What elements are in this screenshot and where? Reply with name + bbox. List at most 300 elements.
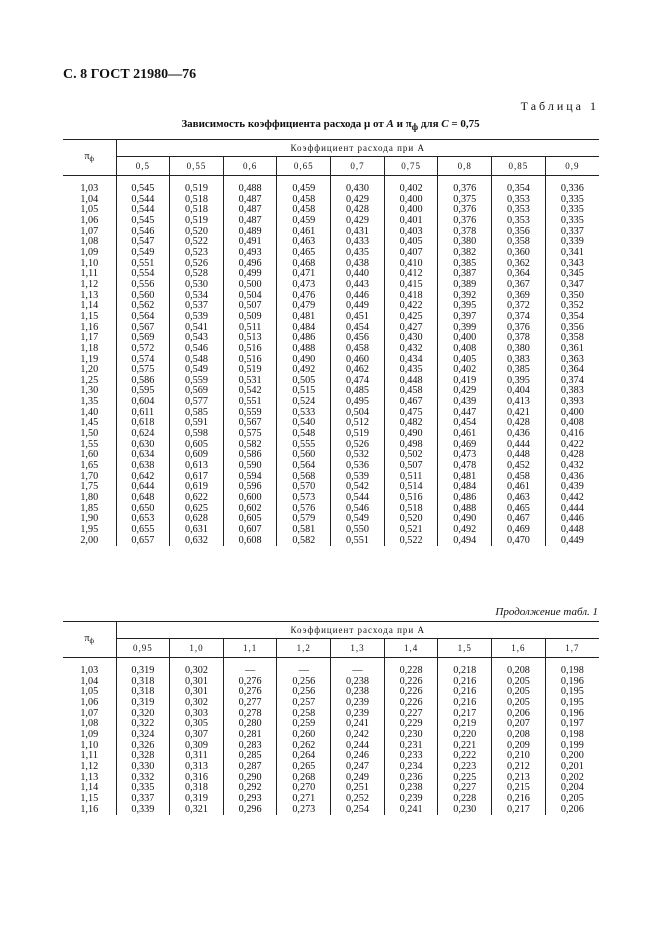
row-label: 1,85 xyxy=(63,504,116,515)
table-cell: 0,262 xyxy=(277,741,331,752)
table-cell: 0,569 xyxy=(170,386,224,397)
table-row xyxy=(63,762,599,773)
row-label: 1,09 xyxy=(63,248,116,259)
table-cell: 0,484 xyxy=(438,482,492,493)
table-cell: 0,473 xyxy=(438,450,492,461)
table-cell: 0,358 xyxy=(560,332,584,344)
table-cell: 0,546 xyxy=(331,504,385,515)
table-cell: 0,302 xyxy=(170,666,224,677)
table-cell: 0,519 xyxy=(170,184,224,195)
table-row xyxy=(63,536,599,547)
table-cell: 0,579 xyxy=(277,514,331,525)
row-label: 1,04 xyxy=(63,195,116,206)
table-cell: 0,241 xyxy=(331,719,385,730)
table-cell: 0,335 xyxy=(560,193,584,205)
table-cell: 0,332 xyxy=(116,773,170,784)
table-cell: 0,474 xyxy=(331,376,385,387)
table-cell: 0,516 xyxy=(384,493,438,504)
row-label: 1,50 xyxy=(63,429,116,440)
table-cell: 0,504 xyxy=(331,408,385,419)
table-cell: 0,585 xyxy=(170,408,224,419)
column-header: 0,65 xyxy=(277,157,331,176)
table-cell: 0,201 xyxy=(560,760,584,772)
table-cell: 0,459 xyxy=(277,184,331,195)
table-cell: 0,486 xyxy=(277,333,331,344)
table-cell: 0,258 xyxy=(277,709,331,720)
table-cell: 0,487 xyxy=(223,205,277,216)
table-cell: 0,199 xyxy=(560,739,584,751)
table-cell: 0,462 xyxy=(331,365,385,376)
table-row xyxy=(63,248,599,259)
table-cell: 0,361 xyxy=(560,342,584,354)
table-cell: 0,516 xyxy=(223,355,277,366)
table-cell: 0,378 xyxy=(492,333,546,344)
table-cell: 0,405 xyxy=(384,237,438,248)
table-cell: 0,354 xyxy=(560,310,584,322)
row-label: 1,16 xyxy=(63,805,116,816)
table-cell: 0,604 xyxy=(116,397,170,408)
table-cell: 0,532 xyxy=(331,450,385,461)
table-cell: 0,586 xyxy=(116,376,170,387)
table-cell: 0,226 xyxy=(384,677,438,688)
table-cell: 0,448 xyxy=(492,450,546,461)
table-cell: 0,487 xyxy=(223,195,277,206)
table-cell: 0,429 xyxy=(438,386,492,397)
table-cell: 0,319 xyxy=(116,666,170,677)
table-cell: 0,428 xyxy=(492,418,546,429)
row-label: 1,12 xyxy=(63,762,116,773)
table-cell: 0,421 xyxy=(492,408,546,419)
table-cell: 0,537 xyxy=(170,301,224,312)
table-cell: 0,276 xyxy=(223,677,277,688)
table-cell: 0,541 xyxy=(170,323,224,334)
table-cell: — xyxy=(223,666,277,677)
table-cell: 0,433 xyxy=(331,237,385,248)
table-cell: 0,375 xyxy=(438,195,492,206)
table-cell: 0,239 xyxy=(331,709,385,720)
table-cell: 0,467 xyxy=(384,397,438,408)
table-cell: 0,575 xyxy=(116,365,170,376)
table-cell: 0,429 xyxy=(331,216,385,227)
table-cell: 0,475 xyxy=(384,408,438,419)
table-cell: 0,567 xyxy=(223,418,277,429)
table-cell: 0,202 xyxy=(560,771,584,783)
table-cell: 0,364 xyxy=(560,364,584,376)
table-cell: 0,495 xyxy=(331,397,385,408)
table-cell: 0,549 xyxy=(116,248,170,259)
table-cell: 0,438 xyxy=(331,259,385,270)
table-cell: 0,246 xyxy=(331,751,385,762)
table-cell: 0,446 xyxy=(331,291,385,302)
table-cell: 0,546 xyxy=(170,344,224,355)
table-cell: 0,586 xyxy=(223,450,277,461)
group-header: Коэффициент расхода при А xyxy=(116,140,599,157)
table-cell: 0,443 xyxy=(331,280,385,291)
table-cell: 0,281 xyxy=(223,730,277,741)
row-label: 1,95 xyxy=(63,525,116,536)
table-cell: 0,435 xyxy=(384,365,438,376)
column-header: 0,5 xyxy=(116,157,170,176)
table-title xyxy=(0,118,661,132)
group-header-row xyxy=(63,140,599,157)
table-cell: 0,605 xyxy=(170,440,224,451)
table-cell: 0,447 xyxy=(438,408,492,419)
table-cell: 0,268 xyxy=(277,773,331,784)
row-label: 1,14 xyxy=(63,783,116,794)
table-cell: 0,440 xyxy=(331,269,385,280)
table-cell: 0,408 xyxy=(560,417,584,429)
table-cell: 0,380 xyxy=(438,237,492,248)
table-cell: 0,430 xyxy=(331,184,385,195)
row-label: 1,10 xyxy=(63,259,116,270)
table-cell: 0,496 xyxy=(223,259,277,270)
table-cell: 0,343 xyxy=(560,257,584,269)
table-cell: 0,574 xyxy=(116,355,170,366)
table-cell: 0,634 xyxy=(116,450,170,461)
row-label: 1,07 xyxy=(63,227,116,238)
table-cell: 0,573 xyxy=(277,493,331,504)
table-cell: 0,567 xyxy=(116,323,170,334)
row-label: 1,08 xyxy=(63,237,116,248)
table-cell: 0,456 xyxy=(331,333,385,344)
table-cell: 0,328 xyxy=(116,751,170,762)
table-cell: 0,395 xyxy=(492,376,546,387)
row-label: 1,30 xyxy=(63,386,116,397)
table-cell: 0,605 xyxy=(223,514,277,525)
table-cell: 0,518 xyxy=(170,205,224,216)
column-header: 1,6 xyxy=(492,639,546,658)
table-cell: 0,569 xyxy=(116,333,170,344)
table-cell: 0,318 xyxy=(116,677,170,688)
table-cell: 0,230 xyxy=(384,730,438,741)
table-cell: 0,196 xyxy=(560,707,584,719)
table-cell: 0,602 xyxy=(223,504,277,515)
table-cell: 0,217 xyxy=(438,709,492,720)
table-cell: 0,600 xyxy=(223,493,277,504)
table-cell: 0,369 xyxy=(492,291,546,302)
table-cell: 0,198 xyxy=(560,665,584,676)
title-var-c: C xyxy=(441,118,449,130)
row-label: 1,65 xyxy=(63,461,116,472)
table-cell: 0,407 xyxy=(384,248,438,259)
table-cell: 0,492 xyxy=(438,525,492,536)
table-cell: 0,500 xyxy=(223,280,277,291)
table-cell: 0,452 xyxy=(492,461,546,472)
table-cell: 0,448 xyxy=(560,524,584,535)
table-cell: 0,476 xyxy=(277,291,331,302)
table-cell: 0,337 xyxy=(560,225,584,237)
row-label: 1,18 xyxy=(63,344,116,355)
table-cell: 0,513 xyxy=(223,333,277,344)
row-label: 1,06 xyxy=(63,698,116,709)
row-label: 1,03 xyxy=(63,666,116,677)
table-cell: 0,347 xyxy=(560,278,584,290)
table-cell: 0,432 xyxy=(560,460,584,472)
table-cell: 0,548 xyxy=(277,429,331,440)
table-cell: 0,492 xyxy=(277,365,331,376)
table-cell: 0,350 xyxy=(560,289,584,301)
column-header: 1,4 xyxy=(384,639,438,658)
table-cell: 0,595 xyxy=(116,386,170,397)
table-cell: 0,461 xyxy=(438,429,492,440)
table-cell: 0,481 xyxy=(277,312,331,323)
table-cell: 0,461 xyxy=(277,227,331,238)
table-cell: 0,521 xyxy=(384,525,438,536)
table-cell: 0,215 xyxy=(492,783,546,794)
row-label: 1,13 xyxy=(63,773,116,784)
table-cell: 0,545 xyxy=(116,184,170,195)
table-row xyxy=(63,794,599,805)
table-cell: 0,205 xyxy=(492,677,546,688)
table-cell: 0,469 xyxy=(438,440,492,451)
table-cell: 0,393 xyxy=(560,396,584,408)
table-cell: 0,608 xyxy=(223,536,277,547)
table-cell: 0,479 xyxy=(277,301,331,312)
row-label: 1,45 xyxy=(63,418,116,429)
table-cell: 0,205 xyxy=(560,792,584,804)
table-cell: 0,607 xyxy=(223,525,277,536)
table-cell: 0,313 xyxy=(170,762,224,773)
table-cell: 0,392 xyxy=(438,291,492,302)
column-header-row xyxy=(63,639,599,658)
table-cell: 0,242 xyxy=(331,730,385,741)
table-cell: 0,416 xyxy=(560,428,584,440)
column-header: 1,5 xyxy=(438,639,492,658)
table-cell: 0,484 xyxy=(277,323,331,334)
table-cell: 0,408 xyxy=(438,344,492,355)
column-header: 0,9 xyxy=(545,157,599,176)
table-cell: 0,307 xyxy=(170,730,224,741)
row-header-symbol: π xyxy=(84,150,90,162)
table-cell: 0,549 xyxy=(331,514,385,525)
table-cell: 0,364 xyxy=(492,269,546,280)
title-prefix: Зависимость коэффициента расхода μ от xyxy=(181,118,387,130)
title-mid: и π xyxy=(393,118,412,130)
table-cell: 0,230 xyxy=(438,805,492,816)
table-cell: 0,524 xyxy=(277,397,331,408)
table-cell: 0,520 xyxy=(384,514,438,525)
table-cell: 0,380 xyxy=(492,344,546,355)
table-cell: 0,212 xyxy=(492,762,546,773)
table-cell: 0,376 xyxy=(438,184,492,195)
table-cell: 0,499 xyxy=(223,269,277,280)
table-cell: 0,518 xyxy=(384,504,438,515)
table-cell: 0,372 xyxy=(492,301,546,312)
row-label: 1,12 xyxy=(63,280,116,291)
column-header: 0,7 xyxy=(331,157,385,176)
row-label: 1,11 xyxy=(63,269,116,280)
table-cell: 0,376 xyxy=(492,323,546,334)
table-cell: 0,335 xyxy=(560,214,584,226)
table-cell: 0,419 xyxy=(438,376,492,387)
table-cell: 0,259 xyxy=(277,719,331,730)
table-cell: 0,642 xyxy=(116,472,170,483)
table-cell: 0,382 xyxy=(438,248,492,259)
row-label: 1,70 xyxy=(63,472,116,483)
table-cell: 0,518 xyxy=(170,195,224,206)
table-cell: 0,519 xyxy=(170,216,224,227)
table-cell: 0,387 xyxy=(438,269,492,280)
table-cell: 0,463 xyxy=(277,237,331,248)
table-cell: 0,458 xyxy=(277,205,331,216)
table-cell: 0,546 xyxy=(116,227,170,238)
table-cell: 0,318 xyxy=(116,687,170,698)
table-cell: 0,383 xyxy=(492,355,546,366)
table-cell: 0,277 xyxy=(223,698,277,709)
table-cell: 0,562 xyxy=(116,301,170,312)
table-cell: 0,256 xyxy=(277,677,331,688)
table-cell: 0,283 xyxy=(223,741,277,752)
table-cell: 0,551 xyxy=(331,536,385,547)
table-cell: 0,198 xyxy=(560,728,584,740)
table-cell: 0,206 xyxy=(560,803,584,815)
table-cell: 0,581 xyxy=(277,525,331,536)
table-cell: 0,490 xyxy=(438,514,492,525)
table-cell: 0,436 xyxy=(560,470,584,482)
table-cell: 0,526 xyxy=(170,259,224,270)
row-label: 1,90 xyxy=(63,514,116,525)
table-cell: 0,622 xyxy=(170,493,224,504)
row-label: 1,03 xyxy=(63,184,116,195)
table-cell: 0,301 xyxy=(170,677,224,688)
row-header-subscript: ф xyxy=(89,636,95,645)
table-cell: 0,238 xyxy=(384,783,438,794)
table-cell: 0,481 xyxy=(438,472,492,483)
row-label: 1,08 xyxy=(63,719,116,730)
table-cell: 0,577 xyxy=(170,397,224,408)
table-cell: 0,539 xyxy=(170,312,224,323)
table-cell: 0,582 xyxy=(277,536,331,547)
table-cell: 0,528 xyxy=(170,269,224,280)
table-cell: 0,422 xyxy=(384,301,438,312)
table-cell: 0,522 xyxy=(170,237,224,248)
table-cell: 0,536 xyxy=(331,461,385,472)
table-cell: 0,564 xyxy=(277,461,331,472)
table-cell: 0,207 xyxy=(492,719,546,730)
table-cell: 0,400 xyxy=(560,406,584,418)
table-cell: 0,330 xyxy=(116,762,170,773)
row-label: 1,07 xyxy=(63,709,116,720)
table-cell: 0,400 xyxy=(384,205,438,216)
table-cell: 0,271 xyxy=(277,794,331,805)
table-cell: 0,356 xyxy=(560,321,584,333)
table-cell: 0,648 xyxy=(116,493,170,504)
table-row xyxy=(63,805,599,816)
table-cell: 0,488 xyxy=(223,184,277,195)
title-suffix: для xyxy=(418,118,442,130)
table-cell: 0,395 xyxy=(438,301,492,312)
row-label: 1,60 xyxy=(63,450,116,461)
table-cell: 0,630 xyxy=(116,440,170,451)
table-cell: 0,196 xyxy=(560,675,584,687)
table-cell: 0,545 xyxy=(116,216,170,227)
table-row xyxy=(63,730,599,741)
table-cell: 0,397 xyxy=(438,312,492,323)
row-label: 1,15 xyxy=(63,794,116,805)
row-label: 1,20 xyxy=(63,365,116,376)
column-header: 1,2 xyxy=(277,639,331,658)
table-cell: 0,486 xyxy=(438,493,492,504)
table-cell: 0,301 xyxy=(170,687,224,698)
table-cell: 0,238 xyxy=(331,687,385,698)
table-cell: 0,560 xyxy=(277,450,331,461)
table-cell: 0,539 xyxy=(331,472,385,483)
table-cell: 0,200 xyxy=(560,750,584,762)
table-cell: 0,251 xyxy=(331,783,385,794)
table-cell: 0,234 xyxy=(384,762,438,773)
table-cell: 0,458 xyxy=(384,386,438,397)
table-cell: 0,617 xyxy=(170,472,224,483)
table-cell: 0,454 xyxy=(331,323,385,334)
table-cell: 0,425 xyxy=(384,312,438,323)
table-cell: 0,550 xyxy=(331,525,385,536)
table-cell: 0,560 xyxy=(116,291,170,302)
table-cell: 0,236 xyxy=(384,773,438,784)
table-cell: 0,204 xyxy=(560,782,584,794)
table-cell: 0,228 xyxy=(438,794,492,805)
table-cell: 0,514 xyxy=(384,482,438,493)
table-cell: 0,653 xyxy=(116,514,170,525)
table-cell: 0,544 xyxy=(116,205,170,216)
table-cell: 0,644 xyxy=(116,482,170,493)
table-cell: 0,303 xyxy=(170,709,224,720)
table-cell: 0,335 xyxy=(560,204,584,216)
table-cell: 0,544 xyxy=(116,195,170,206)
table-cell: 0,543 xyxy=(170,333,224,344)
table-cell: 0,353 xyxy=(492,205,546,216)
table-cell: 0,655 xyxy=(116,525,170,536)
table-cell: 0,638 xyxy=(116,461,170,472)
table-cell: 0,478 xyxy=(438,461,492,472)
table-cell: 0,227 xyxy=(384,709,438,720)
column-header: 1,7 xyxy=(545,639,599,658)
table-cell: 0,238 xyxy=(331,677,385,688)
table-cell: 0,618 xyxy=(116,418,170,429)
row-label: 1,14 xyxy=(63,301,116,312)
table-cell: 0,216 xyxy=(438,687,492,698)
row-label: 1,15 xyxy=(63,312,116,323)
table-cell: 0,336 xyxy=(560,183,584,194)
row-label: 1,11 xyxy=(63,751,116,762)
table-cell: 0,507 xyxy=(223,301,277,312)
table-cell: 0,559 xyxy=(223,408,277,419)
table-row xyxy=(63,344,599,355)
table-cell: 0,576 xyxy=(277,504,331,515)
table-cell: 0,353 xyxy=(492,216,546,227)
table-cell: 0,260 xyxy=(277,730,331,741)
title-var-a: A xyxy=(386,118,394,130)
table-cell: 0,244 xyxy=(331,741,385,752)
table-cell: 0,632 xyxy=(170,536,224,547)
column-header: 0,75 xyxy=(384,157,438,176)
table-cell: 0,249 xyxy=(331,773,385,784)
table-cell: 0,628 xyxy=(170,514,224,525)
table-cell: 0,526 xyxy=(331,440,385,451)
table-cell: 0,482 xyxy=(384,418,438,429)
table-cell: 0,554 xyxy=(116,269,170,280)
table-cell: 0,219 xyxy=(438,719,492,730)
table-cell: 0,376 xyxy=(438,216,492,227)
table-cell: 0,534 xyxy=(170,291,224,302)
table-cell: 0,431 xyxy=(331,227,385,238)
table-cell: 0,276 xyxy=(223,687,277,698)
table-cell: 0,568 xyxy=(277,472,331,483)
table-cell: 0,389 xyxy=(438,280,492,291)
table-cell: 0,451 xyxy=(331,312,385,323)
table-cell: 0,265 xyxy=(277,762,331,773)
table-cell: 0,596 xyxy=(223,482,277,493)
row-label: 1,05 xyxy=(63,205,116,216)
